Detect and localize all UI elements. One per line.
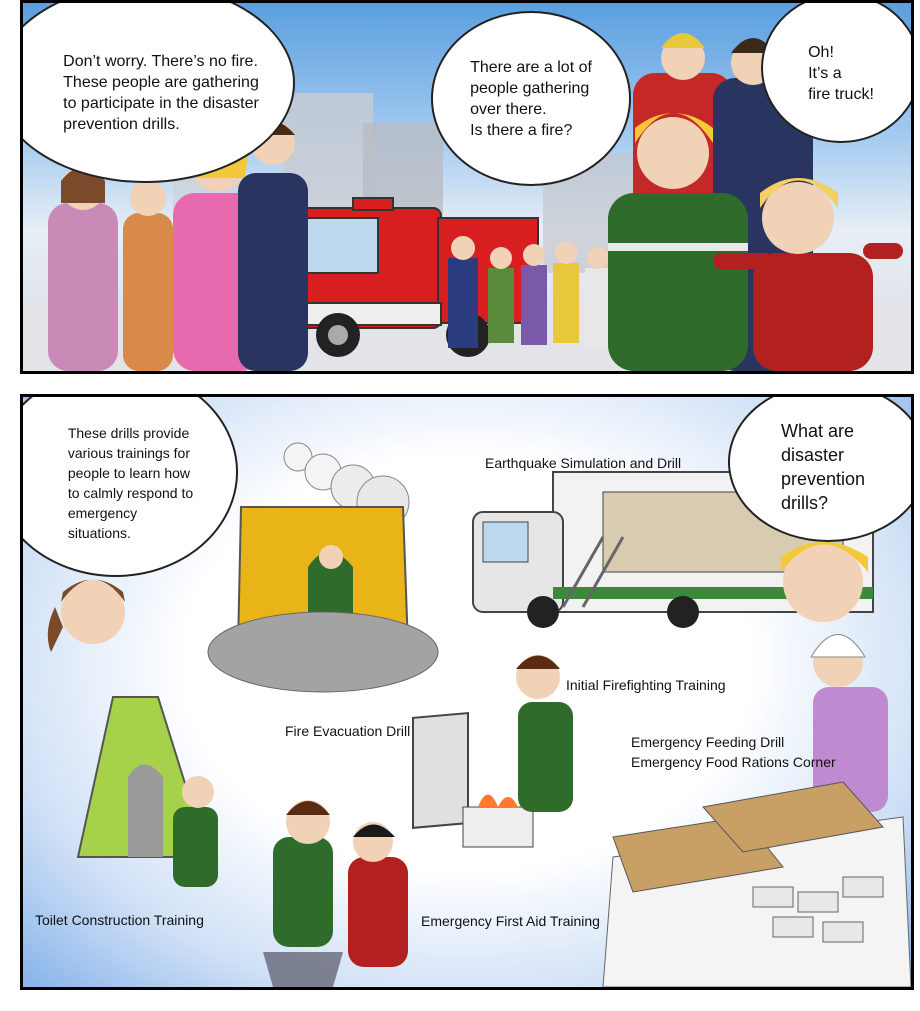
comic-panel-bottom xyxy=(20,394,914,990)
bubble-line: people gathering xyxy=(470,79,590,97)
bubble-line: prevention xyxy=(780,469,866,489)
label-food-rations: Emergency Food Rations Corner xyxy=(631,754,836,770)
bubble-line: Oh! xyxy=(808,43,834,61)
bubble-line: Is there a fire? xyxy=(470,121,573,139)
toilet-tent xyxy=(78,697,218,887)
bubble-line: What are xyxy=(780,421,854,441)
label-initial-firefighting: Initial Firefighting Training xyxy=(566,677,726,693)
label-toilet-construction: Toilet Construction Training xyxy=(35,912,204,928)
bubble-line: to participate in the disaster xyxy=(63,95,259,112)
bubble-line: These drills provide xyxy=(67,425,190,441)
bubble-line: situations. xyxy=(67,525,131,541)
label-feeding-drill: Emergency Feeding Drill xyxy=(631,734,785,750)
bubble-line: to calmly respond to xyxy=(67,485,194,501)
bubble-line: Don’t worry. There’s no fire. xyxy=(63,53,258,70)
bubble-line: disaster xyxy=(780,445,844,465)
bubble-line: drills? xyxy=(780,493,828,513)
label-earthquake-drill: Earthquake Simulation and Drill xyxy=(485,455,682,471)
fire-evacuation-tent xyxy=(208,443,438,692)
bubble-line: various trainings for xyxy=(67,445,191,461)
comic-panel-top xyxy=(20,0,914,374)
bubble-line: people to learn how xyxy=(67,465,191,481)
bubble-line: fire truck! xyxy=(808,85,874,103)
bubble-line: There are a lot of xyxy=(470,58,592,76)
label-first-aid: Emergency First Aid Training xyxy=(421,913,600,929)
mother-face xyxy=(48,580,125,653)
bubble-line: over there. xyxy=(470,100,547,118)
bubble-line: prevention drills. xyxy=(63,116,180,133)
first-aid-scene xyxy=(263,800,408,987)
speech-bubble-child xyxy=(431,11,631,186)
bubble-line: These people are gathering xyxy=(63,74,259,91)
label-fire-evacuation: Fire Evacuation Drill xyxy=(285,723,411,739)
bubble-line: It’s a xyxy=(808,64,842,82)
bubble-line: emergency xyxy=(67,505,138,521)
initial-firefighting-scene xyxy=(413,655,573,847)
